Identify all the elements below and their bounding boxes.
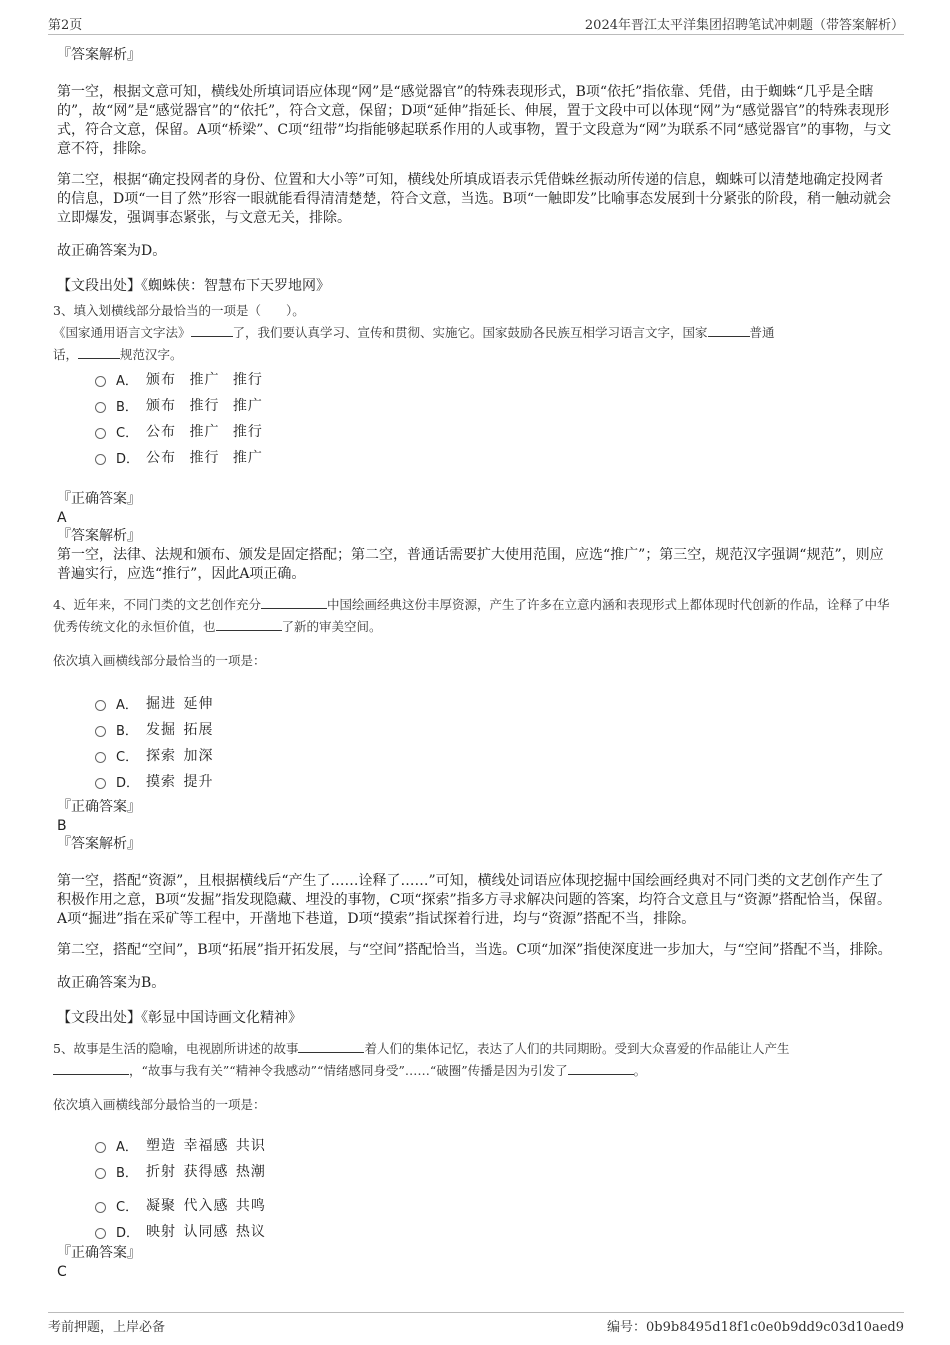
option-c[interactable] bbox=[95, 742, 893, 768]
option-text: 探索 加深 bbox=[146, 748, 214, 764]
option-b[interactable] bbox=[95, 1158, 893, 1184]
option-text: 发掘 拓展 bbox=[146, 722, 214, 738]
option-letter: C． bbox=[116, 1199, 139, 1215]
text-segment: 普通 bbox=[749, 325, 775, 340]
option-c[interactable] bbox=[95, 1192, 893, 1218]
analysis-paragraph: 第一空，根据文意可知，横线处所填词语应体现“网”是“感觉器官”的特殊表现形式，B项“依托”指依靠、凭借，由于蜘蛛“几乎是全瞎的”，故“网”是“感觉器官”的“依托”，符合文意，保留；D项“延伸”指延长、伸展，置于文段中可以体现“网”为“感觉器官”的特殊表现形式，符合文意，保留。A项“桥梁”、C项“纽带”均指能够起联系作用的人或事物，置于文段意为“网”为联系不同“感觉器官”的事物，与文意不符，排除。 bbox=[57, 84, 892, 157]
analysis-label: 『答案解析』 bbox=[57, 47, 141, 63]
option-d[interactable] bbox=[95, 444, 893, 470]
fill-blank bbox=[261, 596, 327, 609]
radio-icon[interactable] bbox=[95, 1168, 106, 1179]
option-letter: A． bbox=[116, 697, 138, 713]
text-segment: 规范汉字。 bbox=[120, 347, 183, 362]
question-text bbox=[53, 322, 893, 366]
text-segment: 《国家通用语言文字法》 bbox=[53, 325, 191, 340]
fill-blank bbox=[53, 1062, 129, 1075]
text-segment: 中国绘画经典这份丰厚资源，产生了许多在立意内涵和表现形式上都体现时代创新的作品，诠释了中华优秀传统文化的永恒价值，也 bbox=[53, 597, 890, 634]
question-5 bbox=[53, 1038, 893, 1281]
analysis-paragraph: 第二空，搭配“空间”，B项“拓展”指开拓发展，与“空间”搭配恰当，当选。C项“加深”指使深度进一步加大，与“空间”搭配不当，排除。 bbox=[57, 942, 892, 958]
conclusion: 故正确答案为D。 bbox=[57, 243, 167, 259]
text-segment: 话， bbox=[53, 347, 79, 362]
text-segment: 4、近年来，不同门类的文艺创作充分 bbox=[53, 597, 261, 612]
document-title: 2024年晋江太平洋集团招聘笔试冲刺题（带答案解析） bbox=[584, 18, 904, 33]
correct-answer-label: 『正确答案』 bbox=[57, 799, 141, 815]
radio-icon[interactable] bbox=[95, 700, 106, 711]
text-segment: 了新的审美空间。 bbox=[281, 619, 382, 634]
text-segment: 5、故事是生活的隐喻，电视剧所讲述的故事 bbox=[53, 1041, 299, 1056]
option-letter: C． bbox=[116, 425, 139, 441]
option-letter: A． bbox=[116, 1139, 138, 1155]
radio-icon[interactable] bbox=[95, 752, 106, 763]
option-b[interactable] bbox=[95, 392, 893, 418]
fill-blank bbox=[78, 346, 120, 359]
option-letter: B． bbox=[116, 399, 138, 415]
option-letter: D． bbox=[116, 1225, 140, 1241]
option-text: 映射 认同感 热议 bbox=[146, 1224, 266, 1240]
radio-icon[interactable] bbox=[95, 778, 106, 789]
conclusion: 故正确答案为B。 bbox=[57, 975, 166, 991]
question-stem: 3、填入划横线部分最恰当的一项是（ ）。 bbox=[53, 303, 305, 318]
page-footer bbox=[48, 1312, 904, 1335]
fill-blank bbox=[298, 1040, 364, 1053]
fill-blank bbox=[568, 1062, 634, 1075]
correct-answer: B bbox=[57, 818, 67, 834]
analysis-paragraph: 第一空，搭配“资源”，且根据横线后“产生了……诠释了……”可知，横线处词语应体现挖掘中国绘画经典对不同门类的文艺创作产生了积极作用之意，B项“发掘”指发现隐藏、埋没的事物，C项“探索”指多方寻求解决问题的答案，均符合文意且与“资源”搭配恰当，保留。A项“掘进”指在采矿等工程中，开凿地下巷道，D项“摸索”指试探着行进，均与“资源”搭配不当，排除。 bbox=[57, 873, 891, 927]
options-list bbox=[95, 366, 893, 470]
source-citation: 【文段出处】《彰显中国诗画文化精神》 bbox=[57, 1010, 302, 1026]
option-text: 公布 推行 推广 bbox=[146, 450, 263, 466]
option-text: 摸索 提升 bbox=[146, 774, 214, 790]
source-citation: 【文段出处】《蜘蛛侠：智慧布下天罗地网》 bbox=[57, 278, 330, 294]
option-letter: C． bbox=[116, 749, 139, 765]
option-letter: D． bbox=[116, 451, 140, 467]
option-b[interactable] bbox=[95, 716, 893, 742]
option-a[interactable] bbox=[95, 1132, 893, 1158]
analysis-label: 『答案解析』 bbox=[57, 528, 141, 544]
document-body bbox=[53, 46, 893, 1281]
question-stem bbox=[53, 594, 893, 638]
options-list bbox=[95, 1132, 893, 1244]
correct-answer-label: 『正确答案』 bbox=[57, 491, 141, 507]
correct-answer: A bbox=[57, 510, 67, 526]
option-d[interactable] bbox=[95, 768, 893, 794]
radio-icon[interactable] bbox=[95, 428, 106, 439]
text-segment: ，“故事与我有关”“精神令我感动”“情绪感同身受”……“破圈”传播是因为引发了 bbox=[129, 1063, 568, 1078]
radio-icon[interactable] bbox=[95, 1202, 106, 1213]
options-list bbox=[95, 690, 893, 794]
option-d[interactable] bbox=[95, 1218, 893, 1244]
radio-icon[interactable] bbox=[95, 1142, 106, 1153]
option-letter: A． bbox=[116, 373, 138, 389]
option-text: 掘进 延伸 bbox=[146, 696, 214, 712]
analysis-paragraph: 第二空，根据“确定投网者的身份、位置和大小等”可知，横线处所填成语表示凭借蛛丝振动所传递的信息，蜘蛛可以清楚地确定投网者的信息，D项“一目了然”形容一眼就能看得清清楚楚，符合文意，当选。B项“一触即发”比喻事态发展到十分紧张的阶段，稍一触动就会立即爆发，强调事态紧张，与文意无关，排除。 bbox=[57, 172, 892, 226]
option-letter: B． bbox=[116, 1165, 138, 1181]
document-id: 编号：0b9b8495d18f1c0e0b9dd9c03d10aed9 bbox=[607, 1320, 904, 1335]
text-segment: 着人们的集体记忆，表达了人们的共同期盼。受到大众喜爱的作品能让人产生 bbox=[364, 1041, 790, 1056]
radio-icon[interactable] bbox=[95, 1228, 106, 1239]
option-text: 凝聚 代入感 共鸣 bbox=[146, 1198, 266, 1214]
option-text: 颁布 推行 推广 bbox=[146, 398, 263, 414]
footer-slogan: 考前押题，上岸必备 bbox=[48, 1320, 166, 1335]
page-header bbox=[48, 14, 904, 35]
fill-blank bbox=[191, 324, 233, 337]
question-prompt: 依次填入画横线部分最恰当的一项是： bbox=[53, 1097, 266, 1112]
text-segment: 。 bbox=[633, 1063, 647, 1078]
option-c[interactable] bbox=[95, 418, 893, 444]
radio-icon[interactable] bbox=[95, 376, 106, 387]
fill-blank bbox=[216, 618, 282, 631]
fill-blank bbox=[708, 324, 750, 337]
option-text: 公布 推广 推行 bbox=[146, 424, 263, 440]
analysis-label: 『答案解析』 bbox=[57, 836, 141, 852]
analysis-paragraph: 第一空，法律、法规和颁布、颁发是固定搭配；第二空，普通话需要扩大使用范围，应选“推广”；第三空，规范汉字强调“规范”，则应普遍实行，应选“推行”，因此A项正确。 bbox=[57, 547, 884, 582]
option-text: 塑造 幸福感 共识 bbox=[146, 1138, 266, 1154]
option-letter: D． bbox=[116, 775, 140, 791]
question-4 bbox=[53, 594, 893, 1028]
question-3 bbox=[53, 300, 893, 584]
question-prompt: 依次填入画横线部分最恰当的一项是： bbox=[53, 653, 266, 668]
correct-answer-label: 『正确答案』 bbox=[57, 1245, 141, 1261]
radio-icon[interactable] bbox=[95, 454, 106, 465]
radio-icon[interactable] bbox=[95, 402, 106, 413]
radio-icon[interactable] bbox=[95, 726, 106, 737]
option-text: 颁布 推广 推行 bbox=[146, 372, 263, 388]
option-a[interactable] bbox=[95, 690, 893, 716]
page-number: 第2页 bbox=[48, 18, 83, 33]
option-letter: B． bbox=[116, 723, 138, 739]
option-text: 折射 获得感 热潮 bbox=[146, 1164, 266, 1180]
option-a[interactable] bbox=[95, 366, 893, 392]
text-segment: 了，我们要认真学习、宣传和贯彻、实施它。国家鼓励各民族互相学习语言文字，国家 bbox=[232, 325, 708, 340]
question-stem bbox=[53, 1038, 893, 1082]
correct-answer: C bbox=[57, 1264, 67, 1280]
